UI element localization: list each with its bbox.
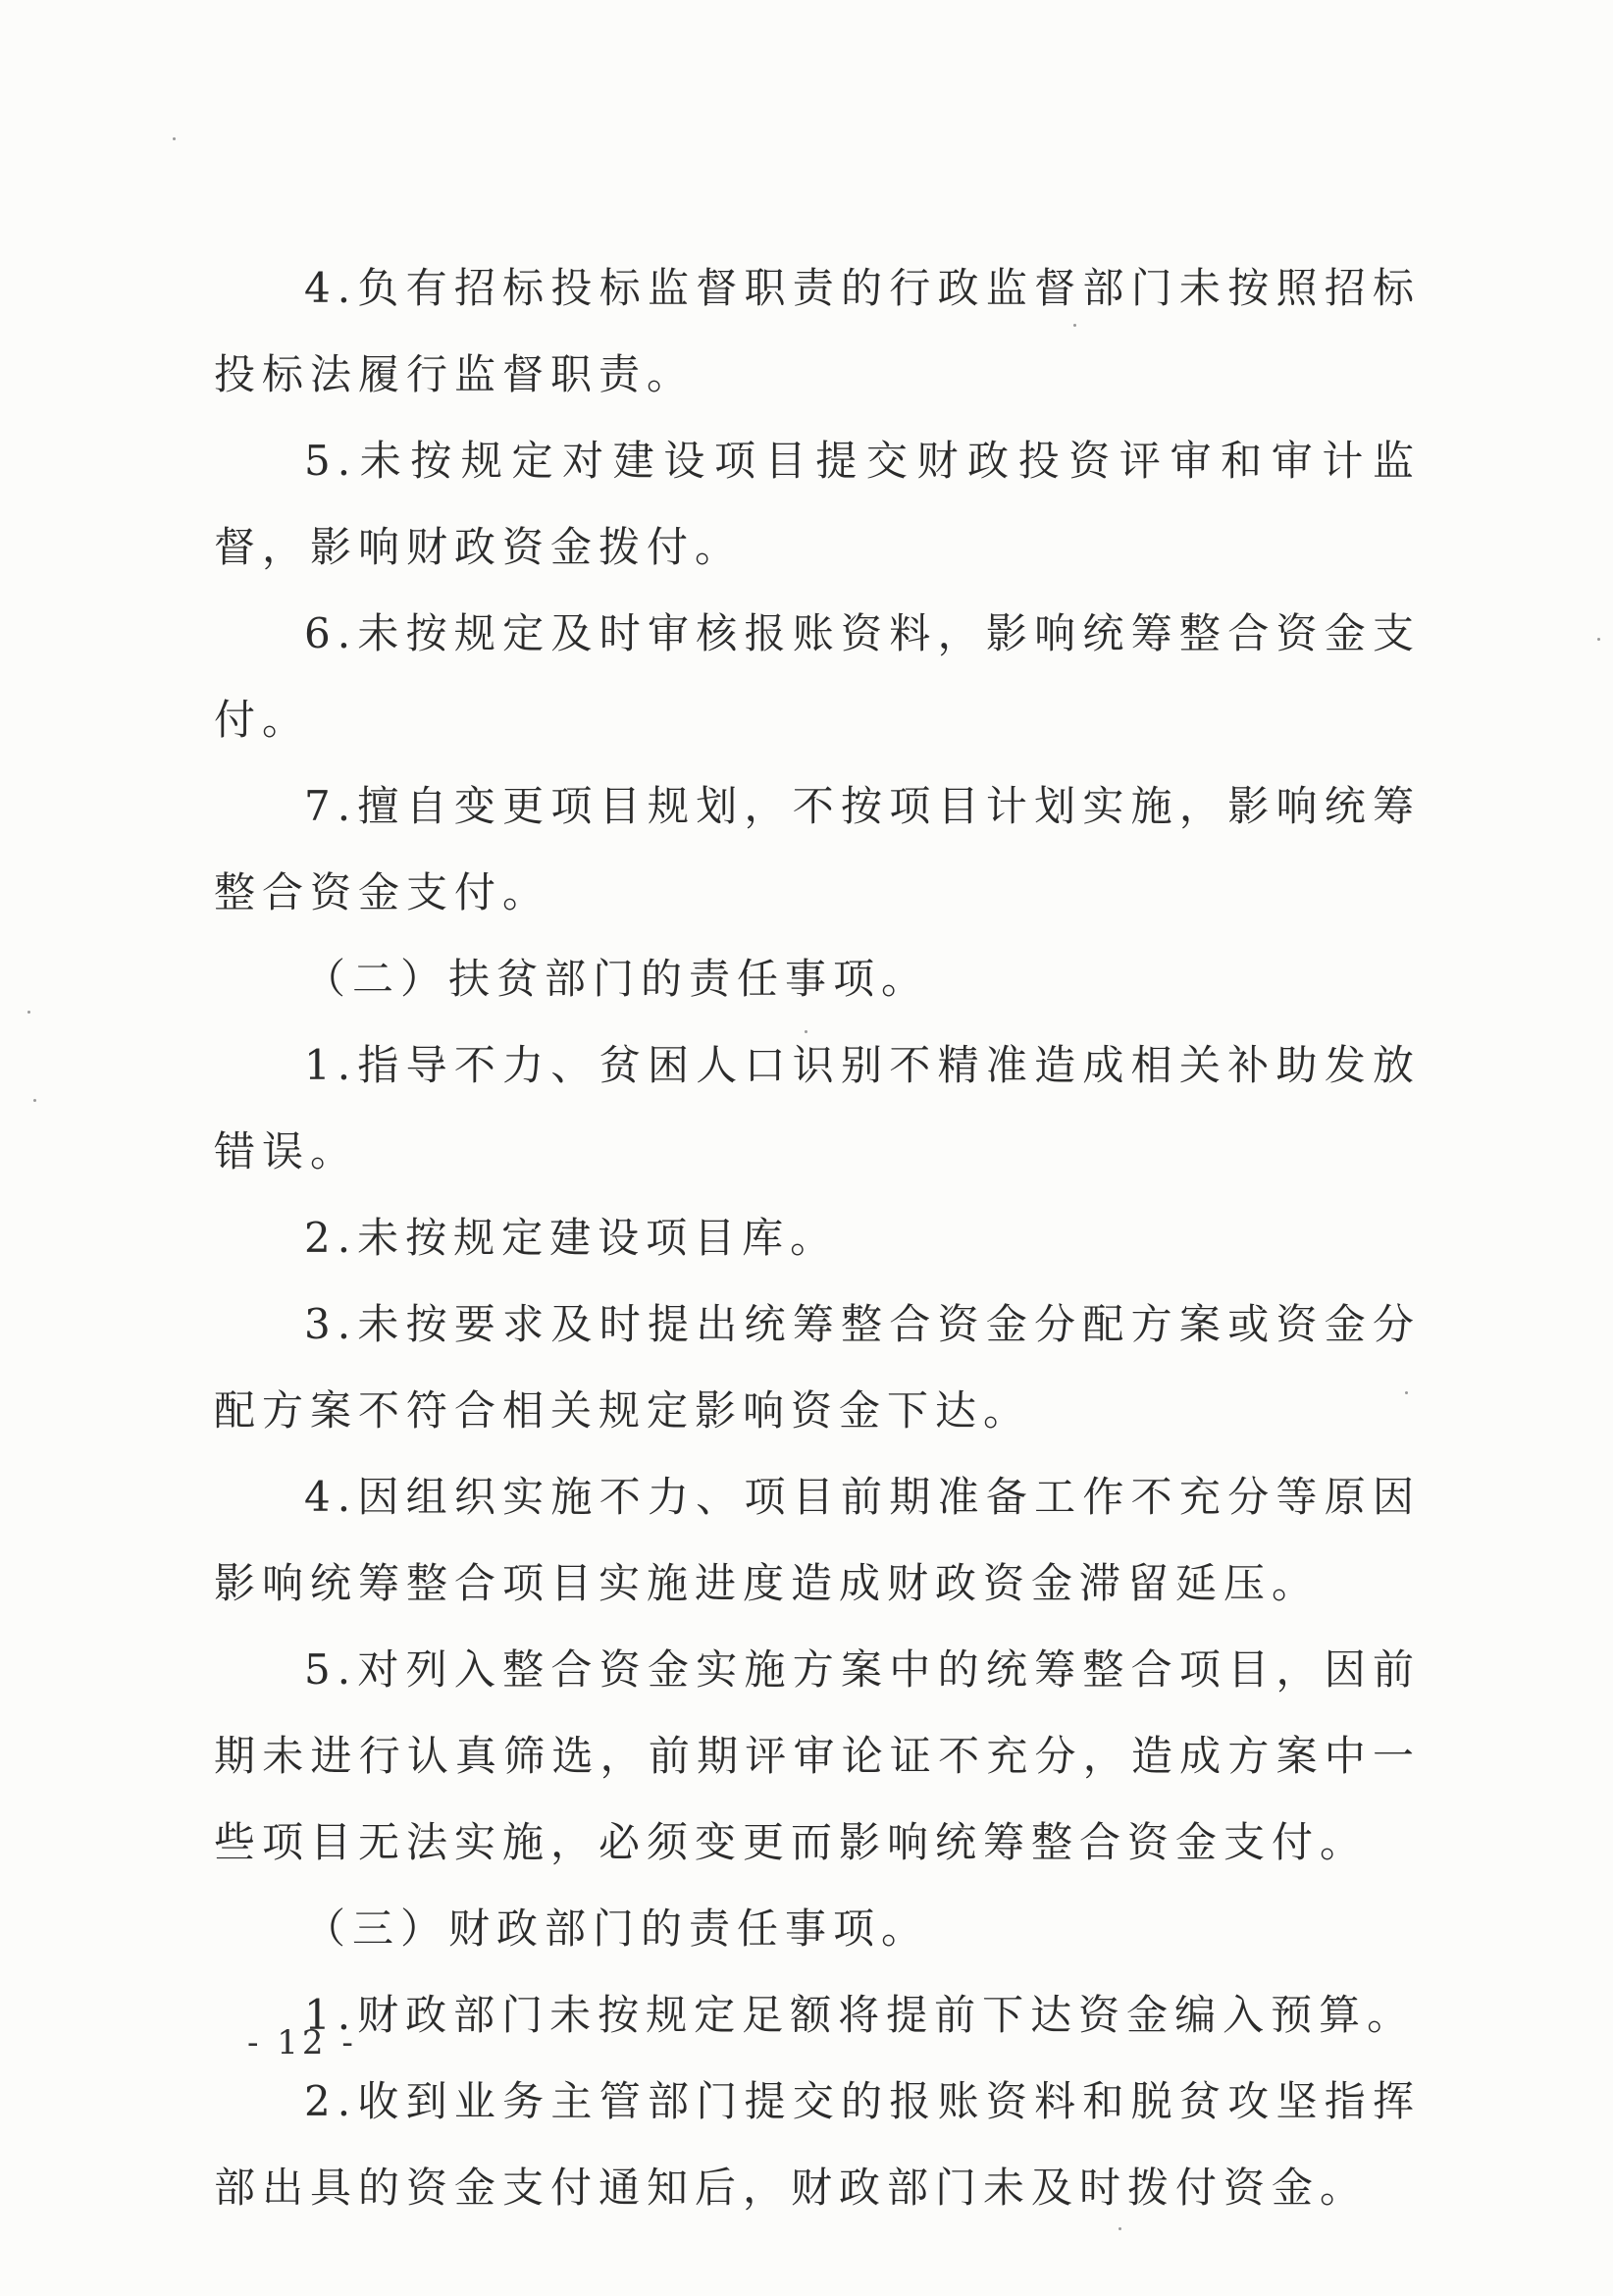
section-heading-finance-dept: （三）财政部门的责任事项。 (304, 1905, 930, 1953)
scan-speck (1597, 638, 1600, 641)
scan-speck (173, 137, 176, 140)
paragraph-item-2-disbursement: 2.收到业务主管部门提交的报账资料和脱贫攻坚指挥部出具的资金支付通知后，财政部门未及时拨付资金。 (214, 2077, 1421, 2212)
scan-speck (1405, 1391, 1408, 1394)
paragraph-item-1-identification: 1.指导不力、贫困人口识别不精准造成相关补助发放错误。 (214, 1041, 1421, 1175)
scan-speck (805, 1030, 807, 1033)
page-number: - 12 - (247, 2023, 357, 2062)
document-body (214, 245, 1421, 2231)
scan-speck (1119, 2227, 1121, 2230)
paragraph-item-4-implementation: 4.因组织实施不力、项目前期准备工作不充分等原因影响统筹整合项目实施进度造成财政资金滞留延压。 (214, 1473, 1421, 1607)
scan-speck (27, 1011, 30, 1014)
scan-speck (1073, 324, 1076, 327)
paragraph-item-6-reimbursement: 6.未按规定及时审核报账资料，影响统筹整合资金支付。 (214, 609, 1421, 744)
section-heading-poverty-dept: （二）扶贫部门的责任事项。 (304, 955, 930, 1003)
paragraph-item-1-budget: 1.财政部门未按规定足额将提前下达资金编入预算。 (304, 1991, 1416, 2039)
paragraph-item-5-review-audit: 5.未按规定对建设项目提交财政投资评审和审计监督，影响财政资金拨付。 (214, 437, 1421, 571)
paragraph-item-5-screening: 5.对列入整合资金实施方案中的统筹整合项目，因前期未进行认真筛选，前期评审论证不充分，造成方案中一些项目无法实施，必须变更而影响统筹整合资金支付。 (214, 1645, 1421, 1866)
paragraph-item-2-project-library: 2.未按规定建设项目库。 (304, 1214, 839, 1262)
paragraph-item-4-supervision: 4.负有招标投标监督职责的行政监督部门未按照招标投标法履行监督职责。 (214, 264, 1421, 398)
paragraph-item-3-allocation: 3.未按要求及时提出统筹整合资金分配方案或资金分配方案不符合相关规定影响资金下达。 (214, 1300, 1421, 1435)
paragraph-item-7-plan-change: 7.擅自变更项目规划，不按项目计划实施，影响统筹整合资金支付。 (214, 782, 1421, 916)
scan-speck (33, 1099, 36, 1102)
